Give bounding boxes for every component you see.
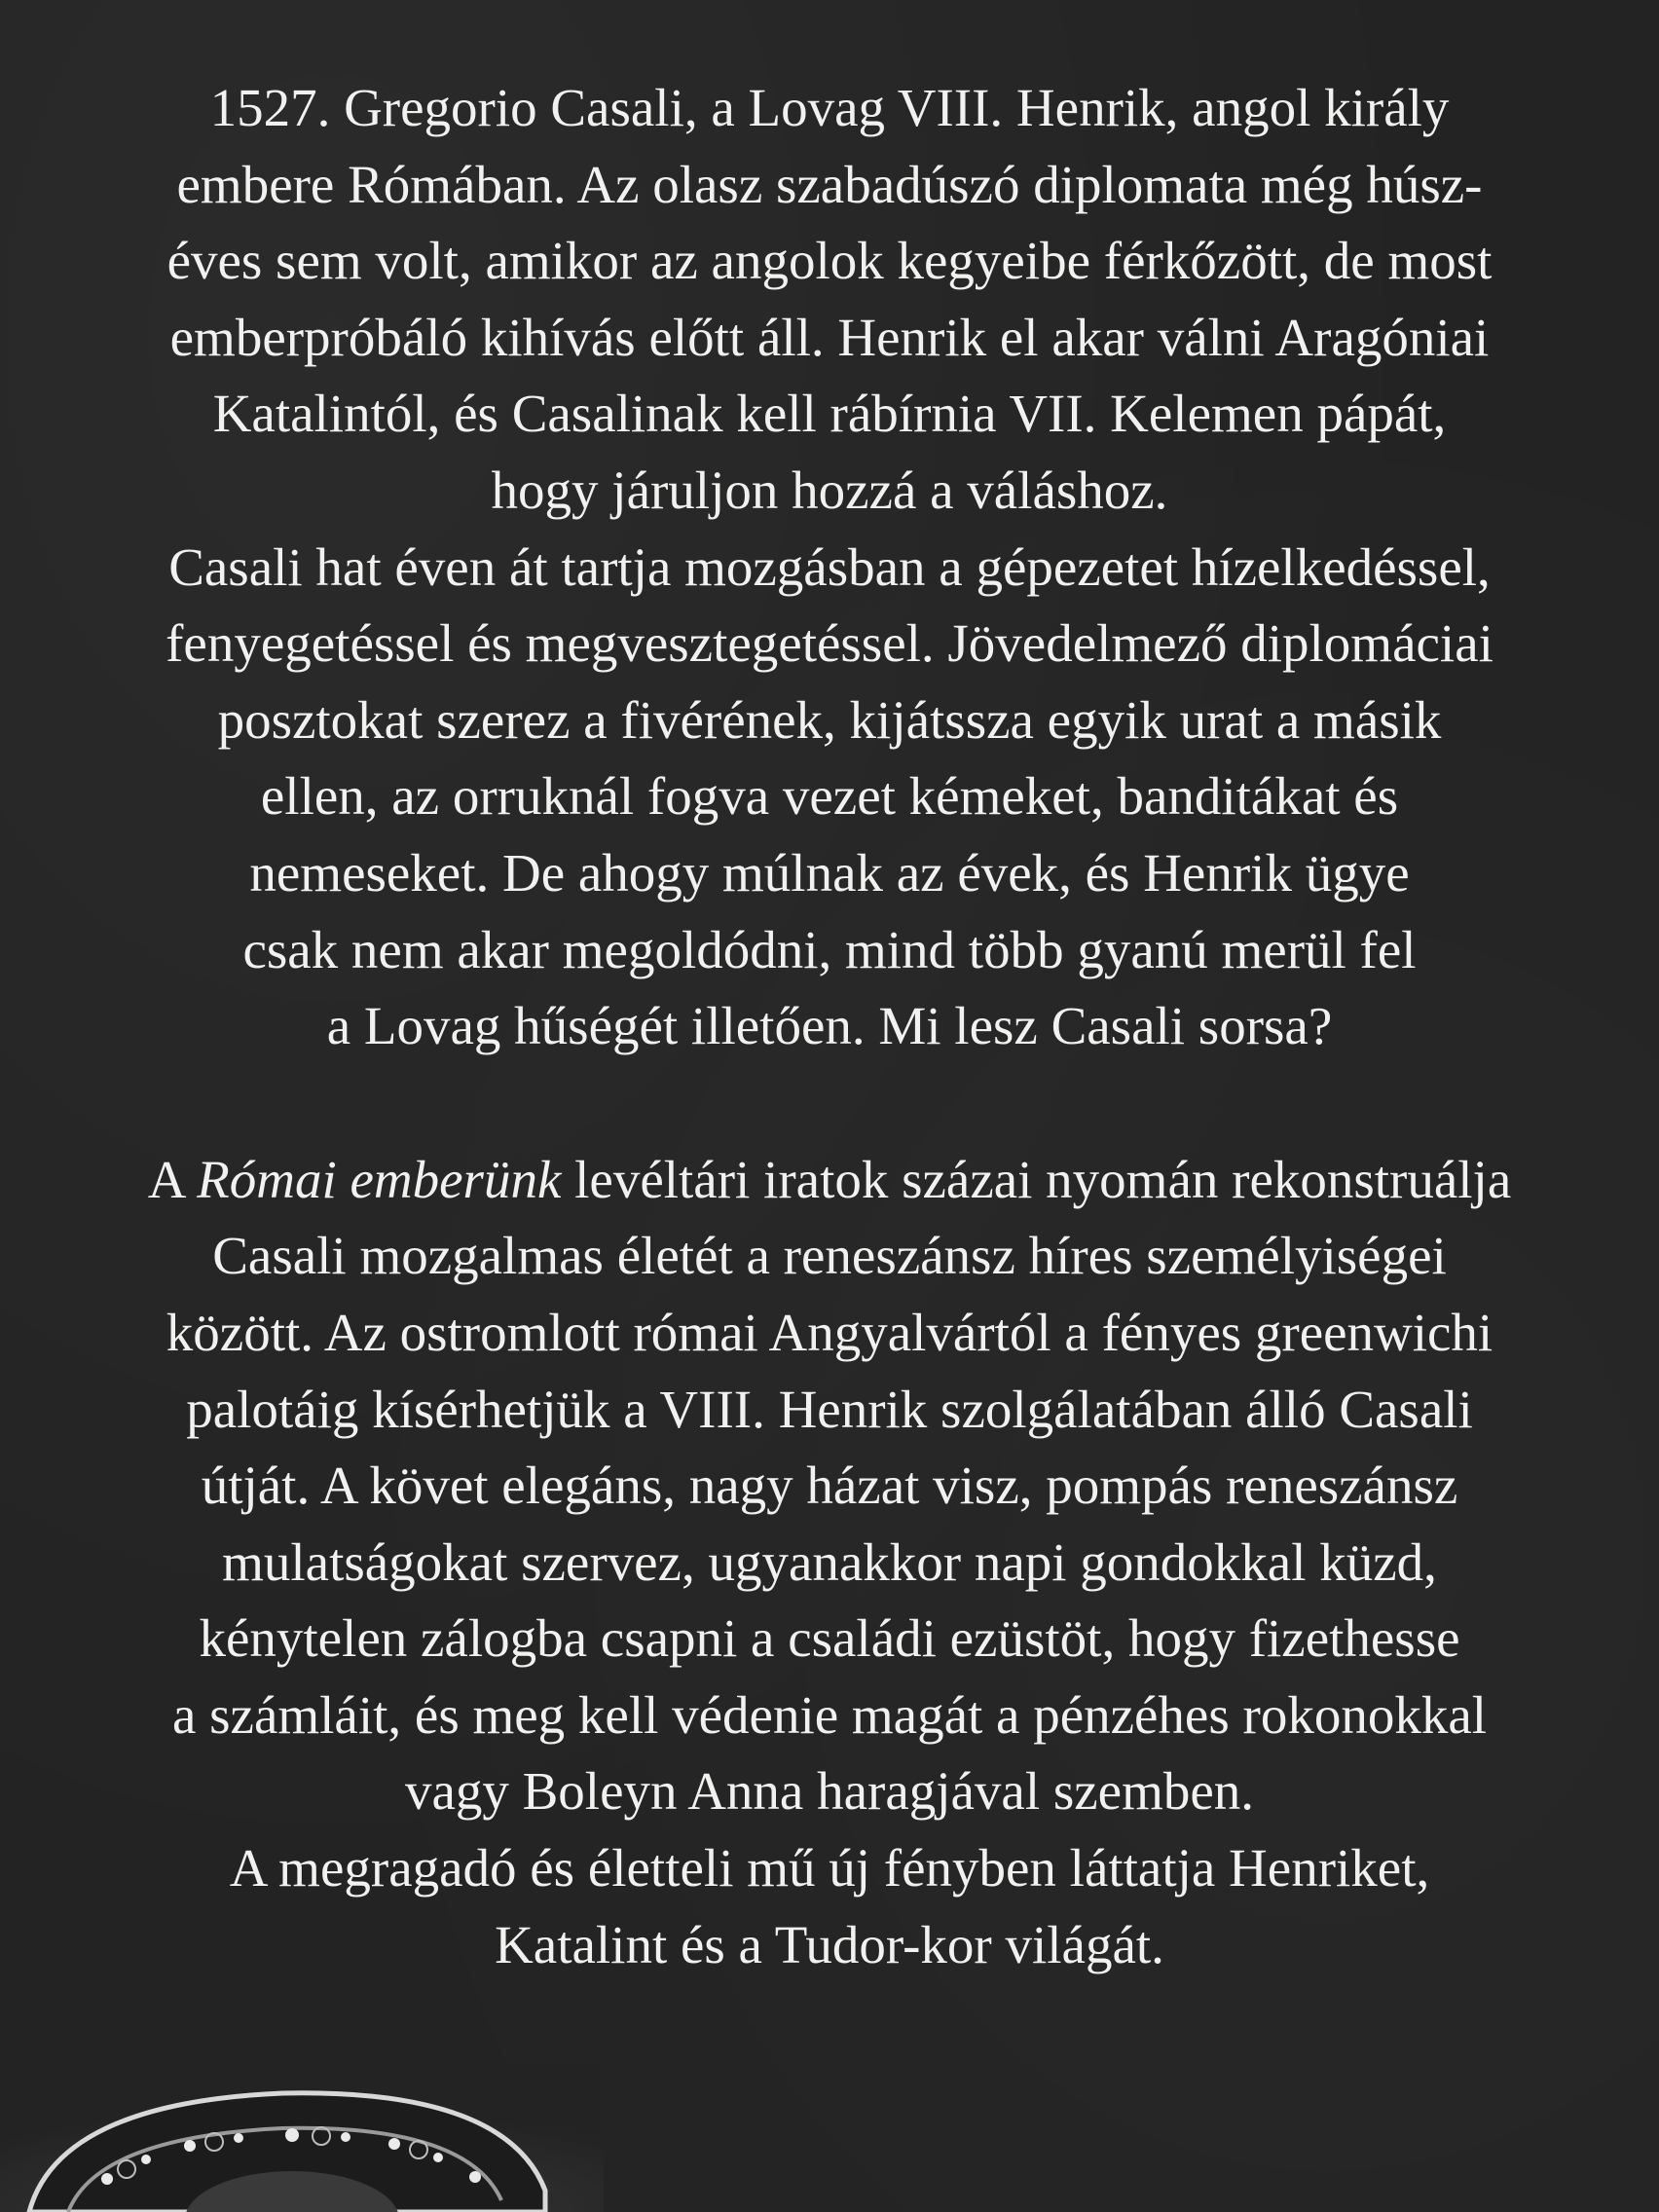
portrait-hat-svg <box>0 2064 604 2212</box>
blurb-paragraph-1 <box>39 70 1620 530</box>
blurb-paragraph-4 <box>39 1830 1620 1983</box>
text-line: között. Az ostromlott római Angyalvártól a fényes greenwichi <box>166 1302 1493 1362</box>
text-line: A megragadó és életteli mű új fényben láttatja Henriket, <box>229 1838 1430 1899</box>
blurb-paragraph-3 <box>39 1142 1620 1830</box>
text-line: éves sem volt, amikor az angolok kegyeibe férkőzött, de most <box>166 231 1493 291</box>
text-line <box>39 1142 1620 1219</box>
text-line: Katalintól, és Casalinak kell rábírnia VII. Kelemen pápát, <box>212 384 1447 444</box>
text-fragment: A <box>147 1149 198 1209</box>
text-line: ellen, az orruknál fogva vezet kémeket, banditákat és <box>260 766 1399 827</box>
text-line: Katalint és a Tudor-kor világát. <box>495 1914 1164 1974</box>
text-line: embere Rómában. Az olasz szabadúszó diplomata még húsz- <box>176 154 1483 214</box>
text-line: vagy Boleyn Anna haragjával szemben. <box>404 1761 1255 1822</box>
text-line: Casali hat éven át tartja mozgásban a gépezetet hízelkedéssel, <box>168 536 1491 597</box>
book-title-italic: Római emberünk <box>197 1149 562 1209</box>
text-line: fenyegetéssel és megvesztegetéssel. Jövedelmező diplomáciai <box>166 613 1493 674</box>
text-line: mulatságokat szervez, ugyanakkor napi gondokkal küzd, <box>222 1531 1437 1592</box>
text-line: Casali mozgalmas életét a reneszánsz híres személyiségei <box>212 1226 1447 1286</box>
text-line: palotáig kísérhetjük a VIII. Henrik szolgálatában álló Casali <box>186 1379 1473 1439</box>
text-line: nemeseket. De ahogy múlnak az évek, és Henrik ügye <box>249 842 1410 903</box>
paragraph-spacer <box>39 1065 1620 1142</box>
text-line: posztokat szerez a fivérének, kijátssza egyik urat a másik <box>217 689 1442 750</box>
blurb-text <box>39 70 1620 1983</box>
text-line: hogy járuljon hozzá a váláshoz. <box>491 460 1168 520</box>
text-line: útját. A követ elegáns, nagy házat visz, pompás reneszánsz <box>201 1456 1458 1516</box>
text-fragment: levéltári iratok százai nyomán rekonstruálja <box>561 1149 1512 1209</box>
text-line: a Lovag hűségét illetően. Mi lesz Casali sorsa? <box>326 996 1333 1056</box>
blurb-paragraph-2 <box>39 530 1620 1065</box>
text-line: a számláit, és meg kell védenie magát a pénzéhes rokonokkal <box>171 1684 1488 1745</box>
portrait-hat-fragment-icon <box>0 2064 604 2212</box>
text-line: csak nem akar megoldódni, mind több gyanú merül fel <box>242 919 1417 979</box>
text-line: kénytelen zálogba csapni a családi ezüstöt, hogy fizethesse <box>199 1608 1460 1669</box>
text-line: 1527. Gregorio Casali, a Lovag VIII. Henrik, angol király <box>209 78 1450 137</box>
text-line: emberpróbáló kihívás előtt áll. Henrik el akar válni Aragóniai <box>169 307 1490 367</box>
